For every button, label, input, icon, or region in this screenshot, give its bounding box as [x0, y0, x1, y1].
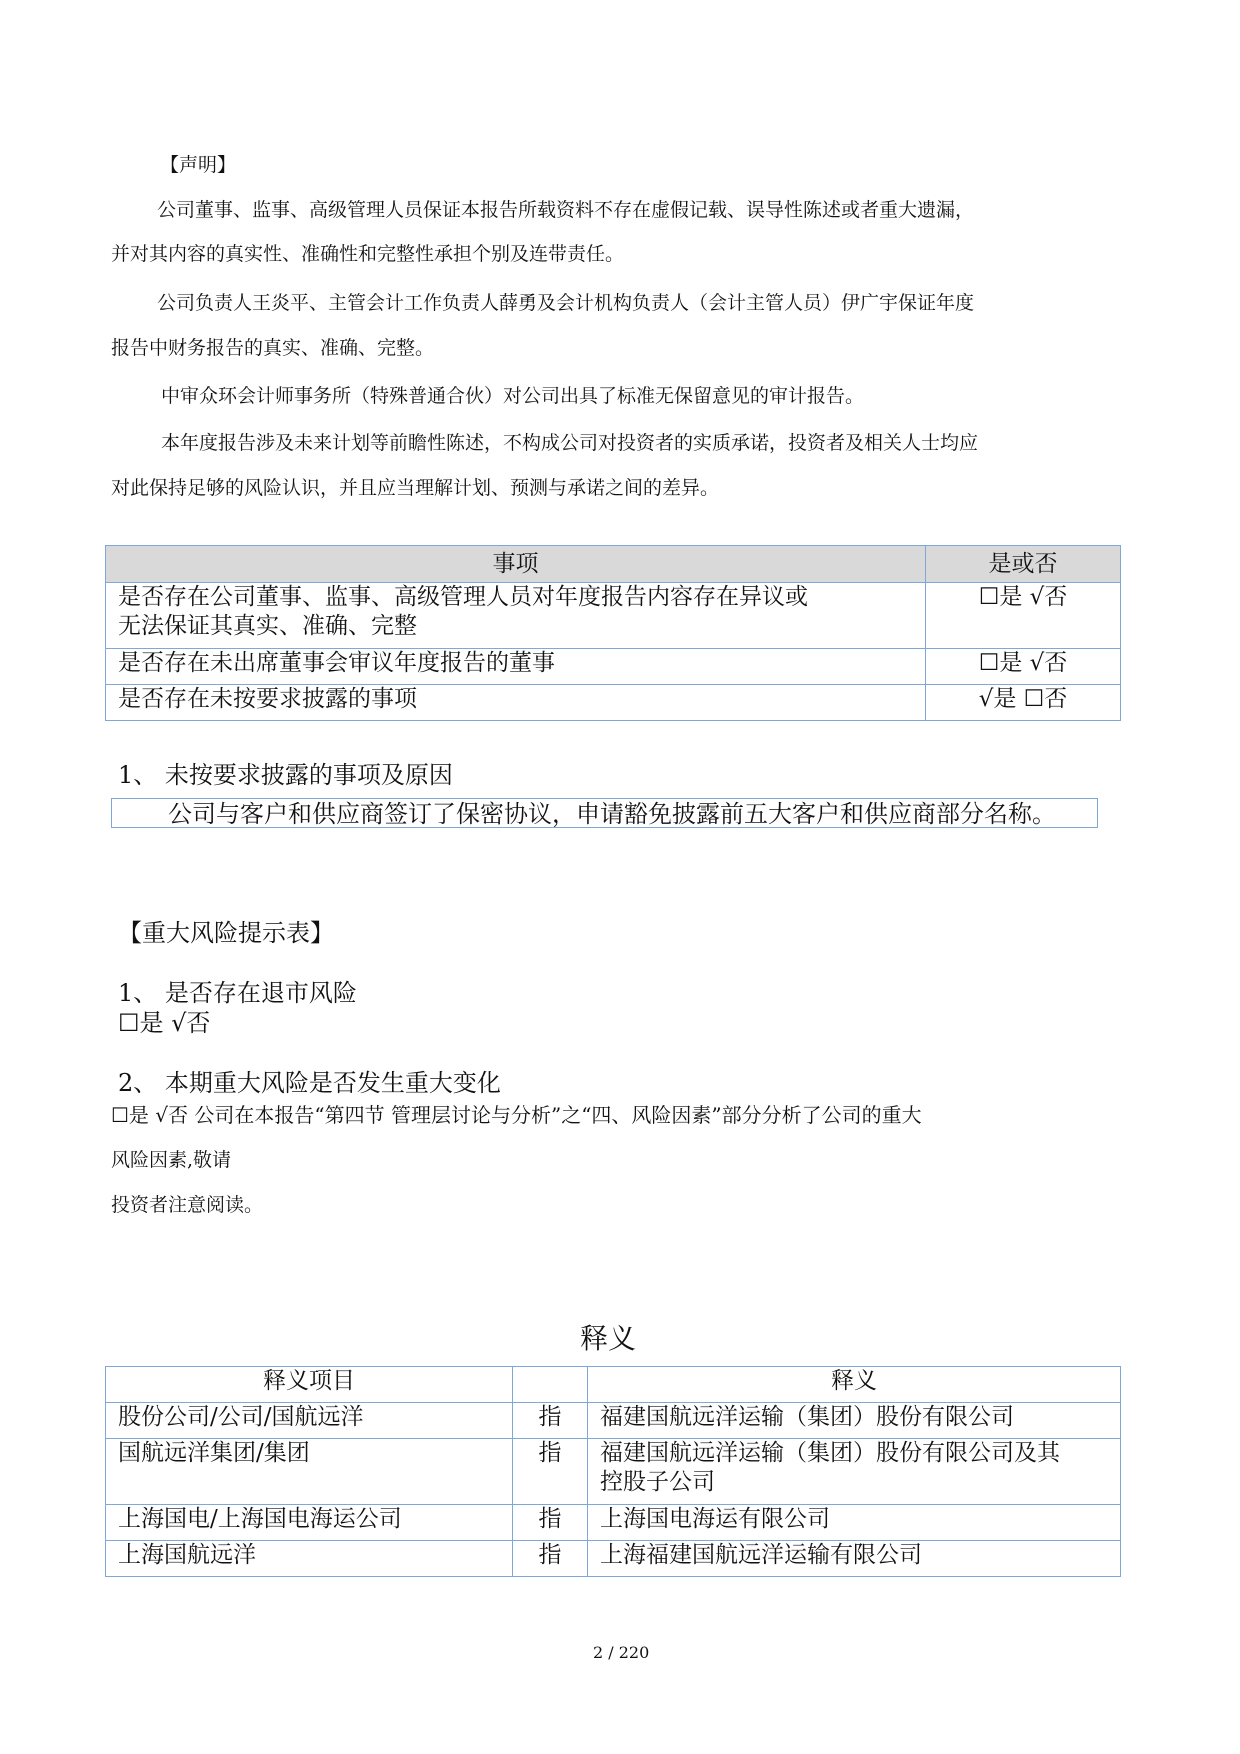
glossary-meaning: 福建国航远洋运输（集团）股份有限公司: [588, 1403, 1121, 1439]
glossary-meaning: 上海福建国航远洋运输有限公司: [588, 1541, 1121, 1577]
undisclosed-reason-box: 公司与客户和供应商签订了保密协议，申请豁免披露前五大客户和供应商部分名称。: [111, 798, 1098, 828]
page-number: 2 / 220: [593, 1643, 650, 1662]
statement-p4-line2: 对此保持足够的风险认识，并且应当理解计划、预测与承诺之间的差异。: [111, 477, 720, 499]
glossary-refers: 指: [513, 1439, 588, 1505]
table-row: [106, 1505, 1121, 1541]
row-item: 是否存在未出席董事会审议年度报告的董事: [106, 649, 926, 685]
risk-heading: 【重大风险提示表】: [118, 919, 334, 947]
row-answer: √是 ☐否: [926, 685, 1121, 721]
glossary-term: 股份公司/公司/国航远洋: [106, 1403, 513, 1439]
statement-p3-line1: 中审众环会计师事务所（特殊普通合伙）对公司出具了标准无保留意见的审计报告。: [161, 385, 865, 407]
glossary-header-meaning: 释义: [588, 1367, 1121, 1403]
risk-question-1: 1、 是否存在退市风险: [118, 979, 357, 1007]
row-item-line2: 无法保证其真实、准确、完整: [118, 613, 417, 639]
glossary-header-refers: [513, 1367, 588, 1403]
header-answer: 是或否: [926, 546, 1121, 583]
risk-answer-2-line3: 投资者注意阅读。: [111, 1194, 264, 1216]
risk-question-2: 2、 本期重大风险是否发生重大变化: [118, 1069, 501, 1097]
row-answer: ☐是 √否: [926, 649, 1121, 685]
glossary-meaning-line2: 控股子公司: [600, 1469, 715, 1495]
glossary-header-term: 释义项目: [106, 1367, 513, 1403]
undisclosed-heading: 1、 未按要求披露的事项及原因: [118, 761, 453, 789]
glossary-refers: 指: [513, 1505, 588, 1541]
statement-heading: 【声明】: [160, 154, 237, 176]
row-answer: ☐是 √否: [926, 583, 1121, 649]
table-row: [106, 685, 1121, 721]
disclosure-check-table: [105, 545, 1121, 721]
statement-p1-line1: 公司董事、监事、高级管理人员保证本报告所载资料不存在虚假记载、误导性陈述或者重大遗漏，: [157, 199, 975, 221]
row-item-line1: 是否存在公司董事、监事、高级管理人员对年度报告内容存在异议或: [118, 584, 808, 610]
glossary-term: 上海国航远洋: [106, 1541, 513, 1577]
risk-answer-1: ☐是 √否: [118, 1009, 211, 1037]
statement-p1-line2: 并对其内容的真实性、准确性和完整性承担个别及连带责任。: [111, 243, 625, 265]
statement-p4-line1: 本年度报告涉及未来计划等前瞻性陈述，不构成公司对投资者的实质承诺，投资者及相关人士均应: [161, 432, 979, 454]
glossary-title: 释义: [580, 1322, 637, 1355]
statement-p2-line2: 报告中财务报告的真实、准确、完整。: [111, 337, 435, 359]
table-header-row: [106, 546, 1121, 583]
header-item: 事项: [106, 546, 926, 583]
glossary-meaning-line1: 福建国航远洋运输（集团）股份有限公司及其: [600, 1440, 1060, 1466]
glossary-meaning: 上海国电海运有限公司: [588, 1505, 1121, 1541]
glossary-refers: 指: [513, 1541, 588, 1577]
risk-answer-2-line1: ☐是 √否 公司在本报告“第四节 管理层讨论与分析”之“四、风险因素”部分分析了公司的重大: [111, 1103, 922, 1127]
table-row: [106, 1403, 1121, 1439]
statement-p2-line1: 公司负责人王炎平、主管会计工作负责人薛勇及会计机构负责人（会计主管人员）伊广宇保证年度: [157, 292, 975, 314]
table-row: [106, 583, 1121, 649]
glossary-header-row: [106, 1367, 1121, 1403]
table-row: [106, 1541, 1121, 1577]
glossary-term: 上海国电/上海国电海运公司: [106, 1505, 513, 1541]
risk-answer-2-line2: 风险因素,敬请: [111, 1149, 232, 1171]
glossary-table: [105, 1366, 1121, 1577]
table-row: [106, 649, 1121, 685]
glossary-term: 国航远洋集团/集团: [106, 1439, 513, 1505]
row-item: 是否存在未按要求披露的事项: [106, 685, 926, 721]
row-item: [106, 583, 926, 649]
glossary-meaning: [588, 1439, 1121, 1505]
table-row: [106, 1439, 1121, 1505]
glossary-refers: 指: [513, 1403, 588, 1439]
